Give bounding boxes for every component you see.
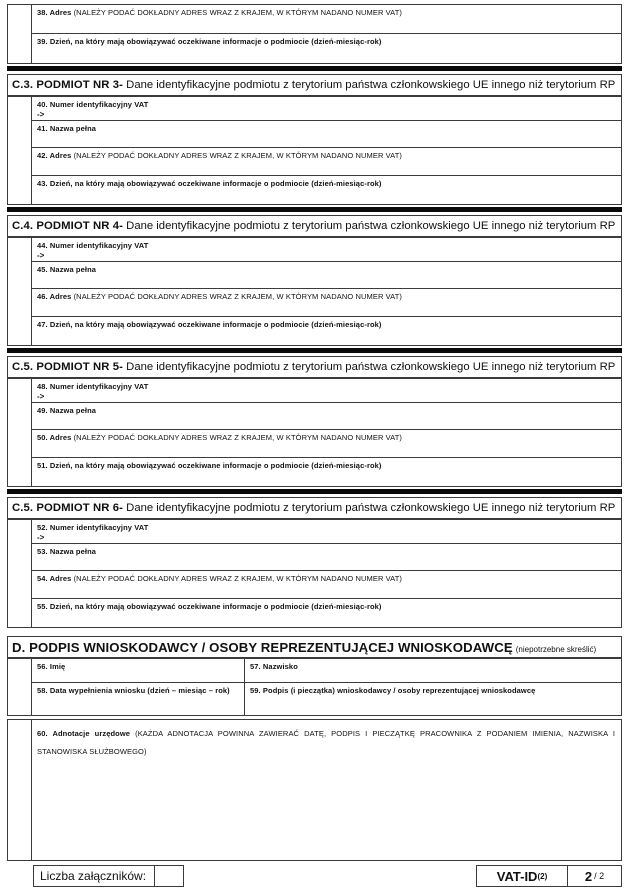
field-54-label: 54. Adres (NALEŻY PODAĆ DOKŁADNY ADRES WRAZ Z KRAJEM, W KTÓRYM NADANO NUMER VAT)	[37, 574, 403, 583]
page-indicator	[567, 866, 621, 886]
row-stub-cell	[8, 659, 32, 715]
field-39-label: 39. Dzień, na który mają obowiązywać oczekiwane informacje o podmiocie (dzień-miesiąc-rok)	[37, 37, 382, 46]
field-46-address[interactable]	[32, 288, 621, 316]
attachments-count-input[interactable]	[154, 866, 183, 886]
section-c5-nr6-title: C.5. PODMIOT NR 6- Dane identyfikacyjne podmiotu z terytorium państwa członkowskiego UE innego niż terytorium RP	[12, 502, 616, 514]
field-43-label: 43. Dzień, na który mają obowiązywać oczekiwane informacje o podmiocie (dzień-miesiąc-rok)	[37, 179, 382, 188]
row-stub-cell	[8, 238, 32, 345]
field-38-address[interactable]	[32, 5, 621, 33]
field-53-full-name[interactable]	[32, 543, 621, 570]
form-footer	[7, 865, 622, 887]
vat-prefix-arrow: ->	[37, 392, 45, 401]
field-38-label: 38. Adres (NALEŻY PODAĆ DOKŁADNY ADRES WRAZ Z KRAJEM, W KTÓRYM NADANO NUMER VAT)	[37, 8, 403, 17]
row-stub-cell	[8, 379, 32, 486]
row-stub-cell	[8, 520, 32, 627]
field-54-address[interactable]	[32, 570, 621, 598]
field-50-address[interactable]	[32, 429, 621, 457]
field-55-info-date[interactable]	[32, 598, 621, 627]
field-40-label: 40. Numer identyfikacyjny VAT	[37, 100, 149, 109]
form-body	[7, 0, 622, 887]
page-current: 2	[584, 868, 593, 884]
field-56-first-name[interactable]	[32, 659, 245, 682]
field-43-info-date[interactable]	[32, 175, 621, 204]
section-c3-title: C.3. PODMIOT NR 3- Dane identyfikacyjne podmiotu z terytorium państwa członkowskiego UE innego niż terytorium RP	[12, 79, 616, 91]
field-57-last-name[interactable]	[245, 659, 621, 682]
field-58-fill-date[interactable]	[32, 683, 245, 715]
page-total: / 2	[594, 871, 605, 881]
section-c5-title: C.5. PODMIOT NR 5- Dane identyfikacyjne podmiotu z terytorium państwa członkowskiego UE innego niż terytorium RP	[12, 361, 616, 373]
section-d-title: D. PODPIS WNIOSKODAWCY / OSOBY REPREZENTUJĄCEJ WNIOSKODAWCĘ (niepotrzebne skreślić)	[12, 639, 597, 655]
field-42-address[interactable]	[32, 147, 621, 175]
field-47-label: 47. Dzień, na który mają obowiązywać oczekiwane informacje o podmiocie (dzień-miesiąc-rok)	[37, 320, 382, 329]
vat-prefix-arrow: ->	[37, 251, 45, 260]
section-c3-header	[7, 74, 622, 96]
section-c4-header	[7, 215, 622, 237]
attachments-count-box	[33, 865, 184, 887]
field-51-info-date[interactable]	[32, 457, 621, 486]
field-47-info-date[interactable]	[32, 316, 621, 345]
section-d-header	[7, 636, 622, 658]
field-53-label: 53. Nazwa pełna	[37, 547, 97, 556]
section-divider-bar	[7, 348, 622, 353]
section-divider-bar	[7, 66, 622, 71]
field-49-label: 49. Nazwa pełna	[37, 406, 97, 415]
field-50-label: 50. Adres (NALEŻY PODAĆ DOKŁADNY ADRES WRAZ Z KRAJEM, W KTÓRYM NADANO NUMER VAT)	[37, 433, 403, 442]
section-d-signature-box	[7, 658, 622, 716]
field-52-label: 52. Numer identyfikacyjny VAT	[37, 523, 149, 532]
field-59-signature[interactable]	[245, 683, 621, 715]
field-52-vat-number[interactable]	[32, 520, 621, 543]
field-41-full-name[interactable]	[32, 120, 621, 147]
continued-fields-box	[7, 4, 622, 64]
section-c3-fields-box	[7, 96, 622, 205]
section-c5-header	[7, 356, 622, 378]
field-45-full-name[interactable]	[32, 261, 621, 288]
section-c5-nr6-fields-box	[7, 519, 622, 628]
field-57-label: 57. Nazwisko	[250, 662, 298, 671]
field-58-label: 58. Data wypełnienia wniosku (dzień – miesiąc – rok)	[37, 686, 230, 695]
field-56-label: 56. Imię	[37, 662, 66, 671]
section-c5-fields-box	[7, 378, 622, 487]
field-49-full-name[interactable]	[32, 402, 621, 429]
form-code: VAT-ID (2)	[496, 868, 548, 884]
field-40-vat-number[interactable]	[32, 97, 621, 120]
row-stub-cell	[8, 97, 32, 204]
field-46-label: 46. Adres (NALEŻY PODAĆ DOKŁADNY ADRES WRAZ Z KRAJEM, W KTÓRYM NADANO NUMER VAT)	[37, 292, 403, 301]
field-41-label: 41. Nazwa pełna	[37, 124, 97, 133]
section-c5-nr6-header	[7, 497, 622, 519]
vat-prefix-arrow: ->	[37, 110, 45, 119]
field-55-label: 55. Dzień, na który mają obowiązywać oczekiwane informacje o podmiocie (dzień-miesiąc-rok)	[37, 602, 382, 611]
field-39-info-date[interactable]	[32, 33, 621, 63]
section-divider-bar	[7, 207, 622, 212]
section-c4-title: C.4. PODMIOT NR 4- Dane identyfikacyjne podmiotu z terytorium państwa członkowskiego UE innego niż terytorium RP	[12, 220, 616, 232]
field-59-label: 59. Podpis (i pieczątka) wnioskodawcy / osoby reprezentującej wnioskodawcę	[250, 686, 536, 695]
row-stub-cell	[8, 720, 32, 860]
section-divider-bar	[7, 489, 622, 494]
form-code-box	[476, 865, 622, 887]
field-48-label: 48. Numer identyfikacyjny VAT	[37, 382, 149, 391]
field-60-annotations-box	[7, 719, 622, 861]
field-48-vat-number[interactable]	[32, 379, 621, 402]
field-44-label: 44. Numer identyfikacyjny VAT	[37, 241, 149, 250]
field-45-label: 45. Nazwa pełna	[37, 265, 97, 274]
row-stub-cell	[8, 5, 32, 63]
field-51-label: 51. Dzień, na który mają obowiązywać oczekiwane informacje o podmiocie (dzień-miesiąc-rok)	[37, 461, 382, 470]
field-60-official-annotations[interactable]	[32, 720, 621, 759]
field-60-label: 60. Adnotacje urzędowe (KAŻDA ADNOTACJA POWINNA ZAWIERAĆ DATĘ, PODPIS I PIECZĄTKĘ PRACOWNIKA Z PODANIEM IMIENIA, NAZWISKA I STANOWISKA SŁUŻBOWEGO)	[37, 729, 616, 756]
section-c4-fields-box	[7, 237, 622, 346]
field-42-label: 42. Adres (NALEŻY PODAĆ DOKŁADNY ADRES WRAZ Z KRAJEM, W KTÓRYM NADANO NUMER VAT)	[37, 151, 403, 160]
field-44-vat-number[interactable]	[32, 238, 621, 261]
attachments-label: Liczba załączników:	[40, 869, 147, 883]
vat-prefix-arrow: ->	[37, 533, 45, 542]
